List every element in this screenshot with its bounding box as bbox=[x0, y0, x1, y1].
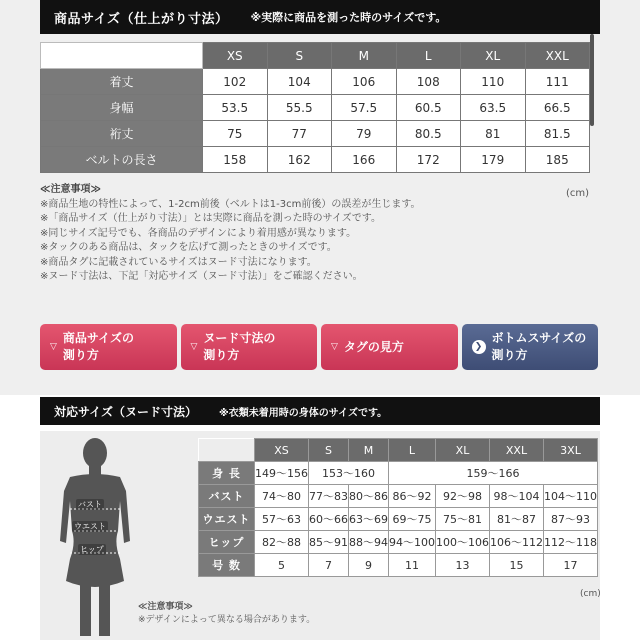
table-row bbox=[41, 147, 590, 173]
row-label: バスト bbox=[199, 485, 255, 508]
table-row bbox=[199, 554, 598, 577]
table-cell: 104〜110 bbox=[544, 485, 598, 508]
table-cell: 86〜92 bbox=[389, 485, 436, 508]
size-col-header: XL bbox=[461, 43, 526, 69]
table-cell: 60〜66 bbox=[309, 508, 349, 531]
table-cell: 149〜156 bbox=[255, 462, 309, 485]
row-label: ウエスト bbox=[199, 508, 255, 531]
chevron-down-icon: ▽ bbox=[50, 341, 57, 352]
table-cell: 162 bbox=[267, 147, 332, 173]
row-label: 身幅 bbox=[41, 95, 203, 121]
button-label: ヌード寸法の bbox=[203, 331, 276, 345]
table-cell: 179 bbox=[461, 147, 526, 173]
size-col-header: XS bbox=[203, 43, 268, 69]
row-label: 裄丈 bbox=[41, 121, 203, 147]
table-cell: 69〜75 bbox=[389, 508, 436, 531]
size-col-header: M bbox=[349, 439, 389, 462]
nude-size-section bbox=[0, 395, 640, 640]
table-cell: 80.5 bbox=[396, 121, 461, 147]
size-col-header: XXL bbox=[490, 439, 544, 462]
table-cell: 82〜88 bbox=[255, 531, 309, 554]
table-cell: 79 bbox=[332, 121, 397, 147]
table-row bbox=[199, 462, 598, 485]
unit-label: (cm) bbox=[580, 589, 601, 599]
row-label: 号 数 bbox=[199, 554, 255, 577]
note-line: ※「商品サイズ（仕上がり寸法）」とは実際に商品を測った時のサイズです。 bbox=[40, 213, 381, 224]
table-row bbox=[41, 121, 590, 147]
size-col-header: S bbox=[267, 43, 332, 69]
table-cell: 111 bbox=[525, 69, 590, 95]
table-cell: 60.5 bbox=[396, 95, 461, 121]
product-size-table bbox=[40, 42, 590, 173]
size-col-header: L bbox=[396, 43, 461, 69]
chevron-down-icon: ▽ bbox=[331, 341, 338, 352]
nude-size-subtitle: ※衣類未着用時の身体のサイズです。 bbox=[219, 407, 388, 419]
product-size-title: 商品サイズ（仕上がり寸法） bbox=[54, 11, 229, 27]
row-label: 身 長 bbox=[199, 462, 255, 485]
table-cell: 17 bbox=[544, 554, 598, 577]
table-cell: 88〜94 bbox=[349, 531, 389, 554]
row-label: 着丈 bbox=[41, 69, 203, 95]
product-size-header bbox=[40, 0, 600, 34]
size-col-header: 3XL bbox=[544, 439, 598, 462]
button-label: ボトムスサイズの bbox=[491, 331, 587, 345]
body-silhouette-figure bbox=[40, 431, 150, 640]
table-row bbox=[199, 485, 598, 508]
table-cell: 87〜93 bbox=[544, 508, 598, 531]
unit-label: (cm) bbox=[566, 188, 590, 199]
table-cell: 112〜118 bbox=[544, 531, 598, 554]
table-row bbox=[199, 531, 598, 554]
table-row bbox=[41, 69, 590, 95]
table-cell: 57.5 bbox=[332, 95, 397, 121]
notes-block bbox=[138, 601, 315, 627]
table-cell: 77 bbox=[267, 121, 332, 147]
size-col-header: M bbox=[332, 43, 397, 69]
table-cell: 74〜80 bbox=[255, 485, 309, 508]
note-line: ※商品生地の特性によって、1-2cm前後（ベルトは1-3cm前後）の誤差が生じます。 bbox=[40, 198, 421, 210]
table-cell: 159〜166 bbox=[389, 462, 598, 485]
table-cell: 94〜100 bbox=[389, 531, 436, 554]
note-line: ※同じサイズ記号でも、各商品のデザインにより着用感が異なります。 bbox=[40, 227, 357, 239]
table-cell: 81 bbox=[461, 121, 526, 147]
chevron-right-circle-icon: ❯ bbox=[472, 340, 486, 354]
bust-label: バスト bbox=[78, 500, 102, 509]
table-cell: 110 bbox=[461, 69, 526, 95]
table-cell: 80〜86 bbox=[349, 485, 389, 508]
table-cell: 57〜63 bbox=[255, 508, 309, 531]
nude-size-title: 対応サイズ（ヌード寸法） bbox=[54, 404, 198, 419]
table-cell: 81.5 bbox=[525, 121, 590, 147]
notes-block bbox=[40, 183, 590, 285]
table-cell: 100〜106 bbox=[436, 531, 490, 554]
table-cell: 13 bbox=[436, 554, 490, 577]
corner-cell bbox=[41, 43, 203, 69]
table-cell: 92〜98 bbox=[436, 485, 490, 508]
note-line: ※デザインによって異なる場合があります。 bbox=[138, 615, 316, 625]
guide-buttons bbox=[40, 324, 598, 370]
table-cell: 75〜81 bbox=[436, 508, 490, 531]
nude-size-howto-button[interactable] bbox=[181, 324, 318, 370]
scrollbar[interactable] bbox=[590, 34, 594, 126]
table-cell: 63.5 bbox=[461, 95, 526, 121]
table-cell: 11 bbox=[389, 554, 436, 577]
notes-heading: ≪注意事項≫ bbox=[40, 184, 101, 195]
size-col-header: XXL bbox=[525, 43, 590, 69]
table-row bbox=[41, 95, 590, 121]
table-cell: 185 bbox=[525, 147, 590, 173]
size-col-header: XL bbox=[436, 439, 490, 462]
button-label: 測り方 bbox=[62, 348, 99, 362]
note-line: ※タックのある商品は、タックを広げて測ったときのサイズです。 bbox=[40, 242, 337, 253]
table-row bbox=[199, 508, 598, 531]
table-header-row bbox=[199, 439, 598, 462]
size-col-header: L bbox=[389, 439, 436, 462]
table-cell: 102 bbox=[203, 69, 268, 95]
product-size-subtitle: ※実際に商品を測った時のサイズです。 bbox=[250, 11, 447, 24]
table-cell: 77〜83 bbox=[309, 485, 349, 508]
table-cell: 172 bbox=[396, 147, 461, 173]
table-cell: 15 bbox=[490, 554, 544, 577]
nude-size-body bbox=[40, 431, 600, 640]
hip-label: ヒップ bbox=[80, 545, 104, 554]
table-cell: 104 bbox=[267, 69, 332, 95]
note-line: ※商品タグに記載されているサイズはヌード寸法になります。 bbox=[40, 256, 317, 268]
nude-size-header bbox=[40, 397, 600, 425]
row-label: ベルトの長さ bbox=[41, 147, 203, 173]
note-line: ※ヌード寸法は、下記「対応サイズ（ヌード寸法）」をご確認ください。 bbox=[40, 271, 363, 282]
table-cell: 166 bbox=[332, 147, 397, 173]
table-cell: 106〜112 bbox=[490, 531, 544, 554]
table-cell: 81〜87 bbox=[490, 508, 544, 531]
table-cell: 55.5 bbox=[267, 95, 332, 121]
table-cell: 158 bbox=[203, 147, 268, 173]
notes-heading: ≪注意事項≫ bbox=[138, 602, 193, 612]
row-label: ヒップ bbox=[199, 531, 255, 554]
table-cell: 9 bbox=[349, 554, 389, 577]
button-label: 測り方 bbox=[203, 348, 240, 362]
table-cell: 53.5 bbox=[203, 95, 268, 121]
tag-guide-button[interactable] bbox=[321, 324, 458, 370]
size-col-header: XS bbox=[255, 439, 309, 462]
chevron-down-icon: ▽ bbox=[190, 341, 198, 352]
size-col-header: S bbox=[309, 439, 349, 462]
table-cell: 75 bbox=[203, 121, 268, 147]
button-label: 商品サイズの bbox=[62, 331, 134, 345]
corner-cell bbox=[199, 439, 255, 462]
table-cell: 108 bbox=[396, 69, 461, 95]
button-label: タグの見方 bbox=[343, 339, 404, 354]
table-cell: 5 bbox=[255, 554, 309, 577]
product-size-howto-button[interactable] bbox=[40, 324, 177, 370]
waist-label: ウエスト bbox=[74, 522, 106, 531]
table-cell: 85〜91 bbox=[309, 531, 349, 554]
table-cell: 106 bbox=[332, 69, 397, 95]
table-cell: 63〜69 bbox=[349, 508, 389, 531]
table-cell: 98〜104 bbox=[490, 485, 544, 508]
table-header-row bbox=[41, 43, 590, 69]
table-cell: 66.5 bbox=[525, 95, 590, 121]
table-cell: 153〜160 bbox=[309, 462, 389, 485]
bottoms-size-howto-button[interactable] bbox=[462, 324, 599, 370]
table-cell: 7 bbox=[309, 554, 349, 577]
button-label: 測り方 bbox=[491, 348, 528, 362]
nude-size-table bbox=[198, 438, 598, 577]
